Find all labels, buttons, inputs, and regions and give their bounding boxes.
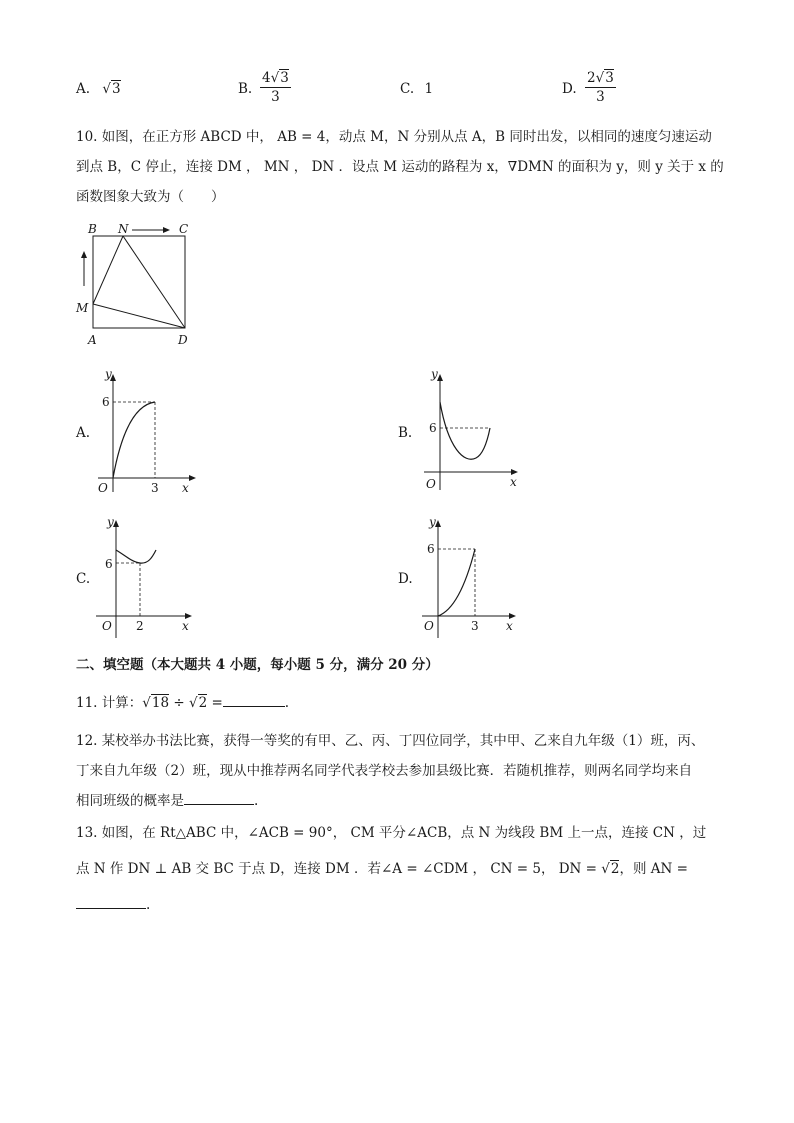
q9-d-num-sqrt: 3 (605, 70, 614, 86)
y-axis-arrow (435, 520, 441, 527)
q13-line-3 (76, 896, 150, 914)
q11-operator: ÷ (173, 695, 185, 711)
q10-line-3: 函数图象大致为（ ） (76, 189, 225, 205)
q9-option-b-label: B. (238, 81, 253, 97)
q13-line-2-end: ，则 AN = (619, 861, 688, 877)
q11-period: . (284, 695, 290, 711)
origin-label: O (102, 619, 112, 633)
origin-label: O (426, 477, 436, 491)
q13-line-1: 13. 如图，在 Rt△ABC 中，∠ACB = 90°， CM 平分∠ACB，点 N 为线段 BM 上一点，连接 CN ，过 (76, 825, 707, 841)
q9-d-den: 3 (596, 89, 605, 105)
q11-sqrt-18: 18 (151, 695, 170, 711)
q11-answer-blank[interactable] (223, 694, 285, 707)
q9-b-num-coef: 4 (262, 70, 271, 86)
q13-answer-blank[interactable] (76, 896, 146, 909)
x-tick-3: 3 (471, 619, 479, 633)
q9-option-a-label: A. (76, 81, 91, 97)
y-axis-arrow (113, 520, 119, 527)
curve (116, 550, 156, 563)
q10-option-a-graph (92, 366, 202, 496)
y-tick-6: 6 (429, 421, 437, 435)
q9-b-den: 3 (271, 89, 280, 105)
q9-option-c-label: C. (400, 81, 415, 97)
curve (438, 549, 475, 616)
label-d: D (178, 333, 188, 347)
y-label: y (431, 367, 438, 381)
label-a: A (88, 333, 97, 347)
curve (113, 402, 155, 478)
arrow-n-to-c-head (163, 227, 170, 233)
x-label: x (182, 481, 189, 495)
origin-label: O (98, 481, 108, 495)
q11-sqrt-2: 2 (198, 695, 208, 711)
square-abcd (93, 236, 185, 328)
q9-d-num-coef: 2 (587, 70, 596, 86)
q12-line-3-text: 相同班级的概率是 (76, 793, 184, 809)
arrow-a-to-b-head (81, 251, 87, 258)
q9-option-b-fraction: $\frac{4√3}{3}$ (262, 70, 289, 105)
x-tick-3: 3 (151, 481, 159, 495)
q10-option-d-graph (418, 514, 528, 642)
y-label: y (107, 515, 114, 529)
label-b: B (88, 222, 97, 236)
q11-prefix: 11. 计算： (76, 695, 143, 711)
section-2-heading: 二、填空题（本大题共 4 小题，每小题 5 分，满分 20 分） (76, 657, 439, 673)
label-c: C (179, 222, 189, 236)
segment-mn (93, 236, 123, 304)
q10-option-d-label: D. (398, 571, 413, 587)
q10-line-1: 10. 如图，在正方形 ABCD 中， AB = 4，动点 M，N 分别从点 A，B 同时出发，以相同的速度匀速运动 (76, 129, 712, 145)
q9-option-c (400, 80, 433, 98)
q9-option-d-label: D. (562, 81, 577, 97)
x-tick-2: 2 (136, 619, 144, 633)
y-label: y (105, 367, 112, 381)
q13-period: . (146, 897, 151, 913)
curve (440, 402, 490, 459)
x-label: x (510, 475, 517, 489)
y-tick-6: 6 (105, 557, 113, 571)
q9-option-d-fraction: $\frac{2√3}{3}$ (587, 70, 614, 105)
q12-line-2: 丁来自九年级（2）班，现从中推荐两名同学代表学校去参加县级比赛．若随机推荐，则两名同学均来自 (76, 763, 693, 779)
q10-line-2: 到点 B，C 停止，连接 DM ， MN ， DN ．设点 M 运动的路程为 x，∇DMN 的面积为 y，则 y 关于 x 的 (76, 159, 724, 175)
label-m: M (76, 301, 89, 315)
q13-sqrt-2: 2 (610, 861, 620, 877)
x-axis-arrow (189, 475, 196, 481)
origin-label: O (424, 619, 434, 633)
q9-option-a: A. √3 (76, 81, 121, 97)
q9-option-a-sqrt: 3 (111, 81, 121, 97)
q9-option-c-value: 1 (424, 81, 434, 97)
label-n: N (118, 222, 129, 236)
q10-option-a-label: A. (76, 425, 91, 441)
q10-option-b-graph (418, 366, 528, 496)
y-axis-arrow (437, 374, 443, 381)
q12-answer-blank[interactable] (184, 792, 254, 805)
q12-period: . (254, 793, 259, 809)
q13-line-2-text: 点 N 作 DN ⊥ AB 交 BC 于点 D，连接 DM ．若∠A = ∠CDM ， CN = 5， DN = (76, 861, 602, 877)
q10-option-c-graph (94, 514, 204, 642)
q12-line-3 (76, 792, 258, 810)
y-tick-6: 6 (102, 395, 110, 409)
q11-line: 11. 计算：√18 ÷ √2 = . (76, 695, 290, 711)
x-label: x (182, 619, 189, 633)
q10-option-b-label: B. (398, 425, 413, 441)
x-label: x (506, 619, 513, 633)
y-label: y (429, 515, 436, 529)
q13-line-2: 点 N 作 DN ⊥ AB 交 BC 于点 D，连接 DM ．若∠A = ∠CDM ， CN = 5， DN = √2，则 AN = (76, 861, 688, 877)
q10-square-figure (70, 220, 200, 350)
q10-option-c-label: C. (76, 571, 91, 587)
q11-equals: = (211, 695, 223, 711)
q12-line-1: 12. 某校举办书法比赛，获得一等奖的有甲、乙、丙、丁四位同学，其中甲、乙来自九年级（1）班，丙、 (76, 733, 705, 749)
q9-b-num-sqrt: 3 (280, 70, 289, 86)
y-tick-6: 6 (427, 542, 435, 556)
